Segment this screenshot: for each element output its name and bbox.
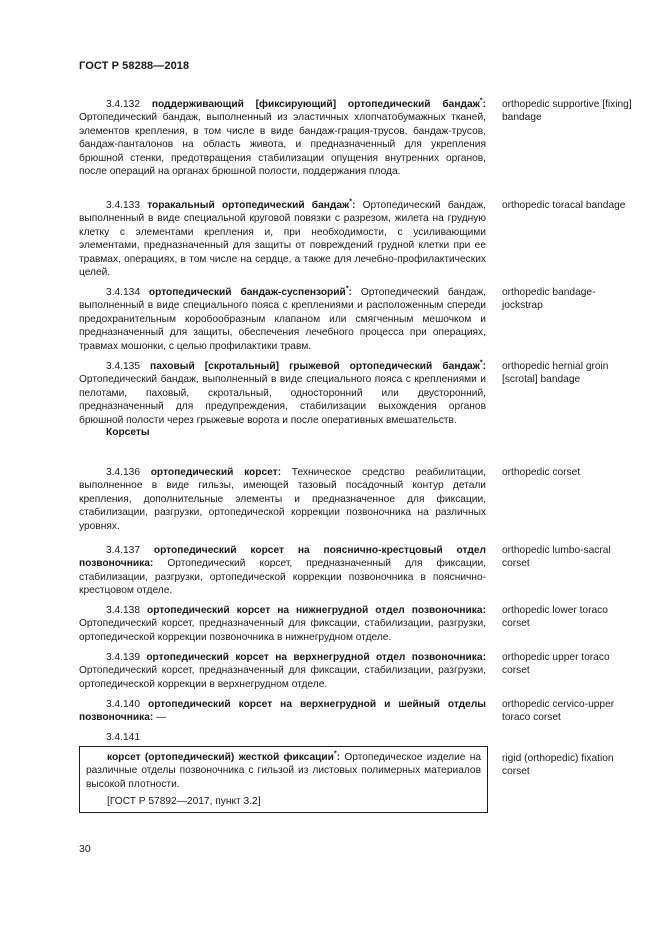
- english-equivalent-3-4-138: orthopedic lower toraco corset: [502, 605, 608, 630]
- section-title: Корсеты: [106, 427, 150, 438]
- term-entry-3-4-138: [79, 604, 486, 644]
- english-equivalent-3-4-133: orthopedic toracal bandage: [502, 200, 626, 211]
- term-number: 3.4.139: [106, 652, 140, 663]
- english-equivalent-3-4-141: rigid (orthopedic) fixation corset: [502, 753, 614, 778]
- term-entry-3-4-139: [79, 651, 486, 691]
- english-equivalent-3-4-132: orthopedic supportive [fixing] bandage: [502, 99, 632, 124]
- english-equivalent-3-4-140: orthopedic cervico-upper toraco corset: [502, 699, 615, 724]
- english-equivalent-3-4-135: orthopedic hernial groin [scrotal] bandage: [502, 361, 609, 386]
- term-entry-3-4-134: [79, 286, 486, 353]
- term-title: торакальный ортопедический бандаж*:: [147, 198, 356, 211]
- term-number: 3.4.140: [106, 699, 140, 710]
- term-definition: Ортопедический корсет, предназначенный для фиксации, стабилизации, разгрузки, ортопедической коррекции в верхнегрудном отделе.: [79, 665, 486, 690]
- term-entry-3-4-137: [79, 544, 486, 598]
- term-entry-3-4-136: [79, 466, 486, 533]
- term-definition: Ортопедический корсет, предназначенный для фиксации, стабилизации, разгрузки, ортопедической коррекции позвоночника в нижнегрудном отделе.: [79, 618, 486, 643]
- document-header: ГОСТ Р 58288—2018: [79, 60, 190, 72]
- term-definition: Ортопедический корсет, предназначенный для фиксации, стабилизации, разгрузки, ортопедической коррекции позвоночника в пояснично-крестцовом отделе.: [79, 558, 486, 597]
- term-number: 3.4.133: [106, 200, 140, 211]
- term-definition: Ортопедический бандаж, выполненный в виде специального пояса с креплениями и пелотами, паховый, скротальный, односторонний или двусторонний, предназначенный для предупреждения, стабилизации выхождения органов брюшной полости через грыжевые ворота и после оперативных вмешательств.: [79, 374, 486, 426]
- term-title: ортопедический корсет на верхнегрудной отдел позвоночника:: [146, 652, 486, 663]
- term-title: паховый [скротальный] грыжевой ортопедический бандаж*:: [150, 359, 486, 372]
- term-number: 3.4.134: [106, 287, 140, 298]
- english-equivalent-3-4-139: orthopedic upper toraco corset: [502, 652, 610, 677]
- term-definition: —: [156, 712, 167, 724]
- term-number: 3.4.132: [106, 99, 140, 110]
- term-entry-3-4-132: [79, 98, 486, 178]
- source-reference: [ГОСТ Р 57892—2017, пункт 3.2]: [107, 796, 261, 808]
- term-title: ортопедический корсет на пояснично-крестцовый отдел позвоночника:: [79, 545, 486, 570]
- term-number: 3.4.138: [106, 605, 140, 616]
- borrowed-term-box: [79, 746, 488, 813]
- page-number: 30: [79, 843, 91, 855]
- term-title: ортопедический корсет на верхнегрудной и шейный отделы позвоночника:: [79, 699, 486, 724]
- term-entry-3-4-140: [79, 698, 486, 725]
- term-title: корсет (ортопедический) жесткой фиксации*:: [107, 750, 341, 763]
- term-entry-3-4-133: [79, 199, 486, 279]
- term-title: ортопедический корсет:: [150, 467, 282, 478]
- term-number: 3.4.136: [106, 467, 140, 478]
- term-title: ортопедический бандаж-суспензорий*:: [148, 285, 352, 298]
- term-number: 3.4.135: [106, 361, 140, 372]
- term-number-3-4-141: 3.4.141: [106, 732, 140, 743]
- term-definition: Ортопедический бандаж, выполненный в виде специальной круговой повязки с разрезом, жилета на грудную клетку с элементами крепления и, при необходимости, с усиливающими элементами, предназначенный для защиты от повреждений грудной клетки при ее травмах, операциях, в том числе на сердце, а также для лечебно-профилактических целей.: [79, 200, 486, 279]
- term-definition: Ортопедический бандаж, выполненный из эластичных хлопчатобумажных тканей, элементов крепления, в том числе в виде бандаж-грация-трусов, бандаж-трусов, бандаж-панталонов на область живота, и предназначенный для укрепления брюшной стенки, предотвращения стабилизации опущения внутренних органов, после операций на органах брюшной полости, поддержания плода.: [79, 112, 486, 178]
- term-definition: Ортопедический бандаж, выполненный в виде специального пояса с креплениями и расположенным спереди предохранительным коробообразным клапаном или смягченным мешочком и предназначенный для защиты, обеспечения лечебного процесса при операциях, травмах мошонки, с целью профилактики травм.: [79, 287, 486, 352]
- term-title: поддерживающий [фиксирующий] ортопедический бандаж*:: [151, 97, 486, 110]
- term-definition: Ортопедическое изделие на различные отделы позвоночника с гильзой из листовых полимерных материалов высокой плотности.: [86, 752, 482, 790]
- term-title: ортопедический корсет на нижнегрудной отдел позвоночника:: [146, 605, 486, 616]
- english-equivalent-3-4-136: orthopedic corset: [502, 467, 581, 478]
- english-equivalent-3-4-134: orthopedic bandage-jockstrap: [502, 287, 596, 312]
- term-entry-3-4-135: [79, 360, 486, 427]
- term-number: 3.4.137: [106, 545, 140, 556]
- term-definition: Техническое средство реабилитации, выполненное в виде гильзы, имеющей тазовый посадочный контур детали крепления, дополнительные элементы и предназначенное для фиксации, стабилизации, разгрузки, ортопедической коррекции позвоночника на различных уровнях.: [79, 467, 486, 532]
- english-equivalent-3-4-137: orthopedic lumbo-sacral corset: [502, 545, 611, 570]
